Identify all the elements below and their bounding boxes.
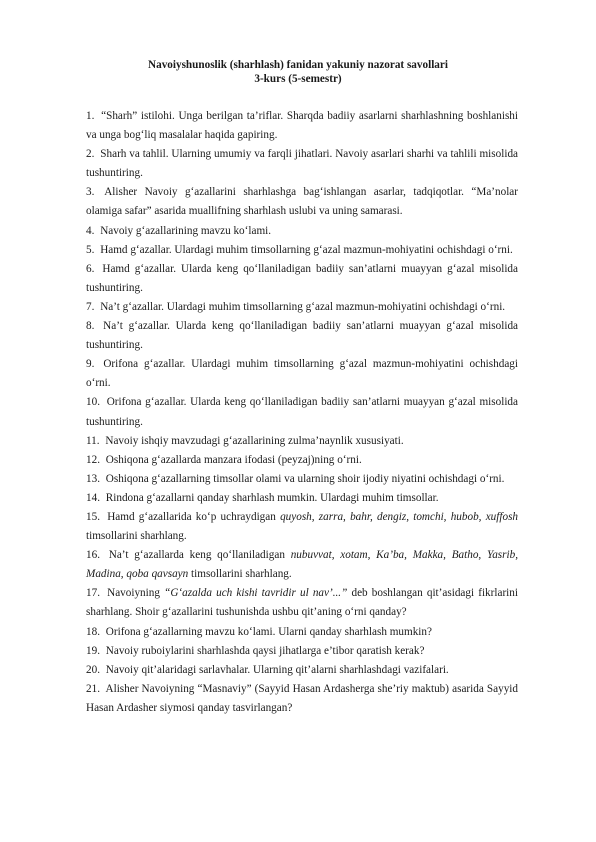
question-number: 9.: [86, 358, 95, 371]
question-text: Orifona g‘azallar. Ularda keng qo‘llaniladigan badiiy san’atlarni muayyan g‘azal misolida tushuntiring.: [86, 396, 518, 428]
questions-list: [86, 107, 518, 718]
question-item: [86, 298, 518, 317]
question-number: 13.: [86, 472, 100, 485]
question-text-tail: deb boshlangan qit’asidagi fikrlarini sharhlang. Shoir g‘azallarini tushunishda ushbu qit’aning o‘rni qanday?: [86, 587, 518, 619]
question-text: Rindona g‘azallarni qanday sharhlash mumkin. Ulardagi muhim timsollar.: [105, 491, 439, 504]
question-text: Na’t g‘azallar. Ularda keng qo‘llaniladigan badiiy san’atlarni muayyan g‘azal misolida tushuntiring.: [86, 320, 519, 352]
question-text: Orifona g‘azallar. Ulardagi muhim timsollarning g‘azal mazmun-mohiyatini ochishdagi o‘rni.: [86, 358, 518, 390]
question-item: [86, 508, 518, 546]
question-number: 1.: [86, 110, 95, 122]
question-number: 4.: [86, 224, 95, 237]
question-item: [86, 432, 518, 451]
question-number: 19.: [86, 644, 100, 657]
question-text: Oshiqona g‘azallarda manzara ifodasi (peyzaj)ning o‘rni.: [105, 453, 362, 466]
question-number: 11.: [86, 434, 100, 447]
question-number: 10.: [86, 396, 100, 409]
question-number: 21.: [86, 682, 100, 695]
question-number: 17.: [86, 587, 100, 600]
question-number: 20.: [86, 663, 100, 676]
question-item: [86, 393, 518, 431]
question-item: [86, 183, 518, 221]
question-number: 7.: [86, 300, 95, 313]
question-text: “Sharh” istilohi. Unga berilgan ta’riflar. Sharqda badiiy asarlarni sharhlashning boshlanishi va unga bog‘liq masalalar haqida gapiring.: [86, 110, 519, 142]
question-text: Navoiy qit’alaridagi sarlavhalar. Ularning qit’alarni sharhlashdagi vazifalari.: [105, 663, 449, 676]
question-text-tail: timsollarini sharhlang.: [86, 530, 187, 543]
question-italic-text: quyosh, zarra, bahr, dengiz, tomchi, hubob, xuffosh: [280, 510, 519, 523]
question-item: [86, 470, 518, 489]
question-text: Na’t g‘azallar. Ulardagi muhim timsollarning g‘azal mazmun-mohiyatini ochishdagi o‘rni.: [100, 300, 506, 313]
question-text: Navoiy ruboiylarini sharhlashda qaysi jihatlarga e’tibor qaratish kerak?: [105, 644, 425, 657]
question-number: 3.: [86, 186, 95, 199]
question-number: 6.: [86, 262, 95, 275]
question-item: [86, 355, 518, 393]
question-text: Na’t g‘azallarda keng qo‘llaniladigan: [108, 549, 291, 562]
question-text: Hamd g‘azallar. Ulardagi muhim timsollarning g‘azal mazmun-mohiyatini ochishdagi o‘rni.: [100, 243, 513, 256]
question-number: 16.: [86, 549, 100, 562]
question-item: [86, 661, 518, 680]
question-item: [86, 546, 518, 584]
question-text-tail: timsollarini sharhlang.: [188, 568, 292, 581]
question-number: 14.: [86, 491, 100, 504]
question-text: Navoiy g‘azallarining mavzu ko‘lami.: [100, 224, 272, 237]
question-item: [86, 260, 518, 298]
question-number: 12.: [86, 453, 100, 466]
question-italic-text: nubuvvat, xotam, Ka’ba, Makka, Batho, Yasrib, Madina, qoba qavsayn: [86, 549, 518, 581]
title-block: [0, 58, 596, 86]
question-number: 5.: [86, 243, 95, 256]
question-text: Oshiqona g‘azallarning timsollar olami va ularning shoir ijodiy niyatini ochishdagi o‘rni.: [105, 472, 505, 485]
question-item: [86, 584, 518, 622]
document-subtitle: 3-kurs (5-semestr): [254, 73, 342, 85]
question-text: Navoiy ishqiy mavzudagi g‘azallarining zulma’naynlik xususiyati.: [105, 434, 404, 447]
question-number: 8.: [86, 320, 95, 333]
question-number: 15.: [86, 510, 100, 523]
question-item: [86, 145, 518, 183]
question-text: Alisher Navoiyning “Masnaviy” (Sayyid Hasan Ardasherga she’riy maktub) asarida Sayyid Hasan Ardasher siymosi qanday tasvirlangan?: [86, 682, 518, 714]
question-item: [86, 489, 518, 508]
question-item: [86, 317, 518, 355]
question-text: Orifona g‘azallarning mavzu ko‘lami. Ularni qanday sharhlash mumkin?: [105, 625, 432, 638]
question-text: Hamd g‘azallar. Ularda keng qo‘llaniladigan badiiy san’atlarni muayyan g‘azal misolida tushuntiring.: [86, 262, 518, 294]
question-item: [86, 680, 518, 718]
question-italic-text: “G‘azalda uch kishi tavridir ul nav’...”: [164, 587, 348, 600]
question-item: [86, 107, 518, 145]
question-number: 18.: [86, 625, 100, 638]
question-text: Alisher Navoiy g‘azallarini sharhlashga bag‘ishlangan asarlar, tadqiqotlar. “Ma’nolar olamiga safar” asarida muallifning sharhlash uslubi va uning samarasi.: [86, 186, 519, 218]
question-text: Hamd g‘azallarida ko‘p uchraydigan: [107, 510, 281, 523]
question-item: [86, 222, 518, 241]
question-item: [86, 451, 518, 470]
document-title: Navoiyshunoslik (sharhlash) fanidan yakuniy nazorat savollari: [148, 59, 448, 71]
question-item: [86, 642, 518, 661]
question-text: Navoiyning: [107, 587, 165, 600]
question-item: [86, 623, 518, 642]
question-number: 2.: [86, 148, 95, 161]
question-item: [86, 241, 518, 260]
question-text: Sharh va tahlil. Ularning umumiy va farqli jihatlari. Navoiy asarlari sharhi va tahlili misolida tushuntiring.: [86, 148, 518, 180]
